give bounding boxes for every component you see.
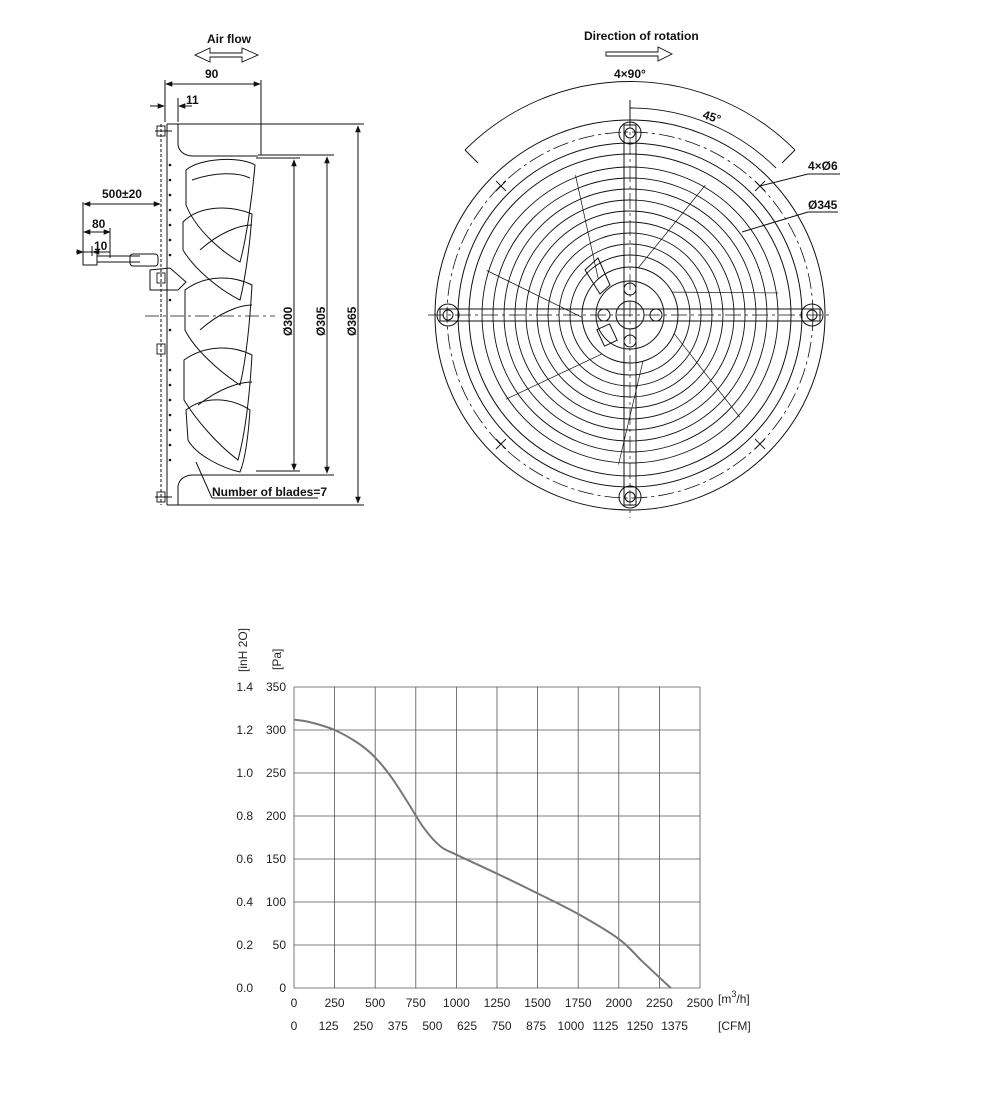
y-tick-pa: 50 xyxy=(272,938,286,952)
x-tick-cfm: 875 xyxy=(526,1019,547,1033)
unit-part: /h] xyxy=(736,992,750,1006)
dim-80: 80 xyxy=(92,217,106,231)
x-tick-cfm: 500 xyxy=(422,1019,443,1033)
x-unit-m3h xyxy=(718,989,750,1006)
y-tick-pa: 250 xyxy=(265,766,286,780)
y-tick-inh2o: 0.2 xyxy=(236,938,253,952)
y-tick-inh2o: 1.0 xyxy=(236,766,253,780)
x-tick-m3h: 750 xyxy=(405,996,426,1010)
y-tick-inh2o: 0.0 xyxy=(236,981,253,995)
x-tick-cfm: 0 xyxy=(290,1019,298,1033)
y-tick-pa: 350 xyxy=(265,680,286,694)
x-tick-cfm: 125 xyxy=(318,1019,339,1033)
y-tick-pa: 300 xyxy=(265,723,286,737)
dia-365: Ø365 xyxy=(345,306,359,336)
performance-curve xyxy=(294,720,671,988)
y-tick-pa: 0 xyxy=(279,981,286,995)
blade-edge xyxy=(487,270,582,317)
unit-part: [m xyxy=(718,992,732,1006)
angle-4x90: 4×90° xyxy=(614,67,646,81)
x-tick-cfm: 1250 xyxy=(626,1019,654,1033)
rotation-label: Direction of rotation xyxy=(584,29,699,43)
dia-300: Ø300 xyxy=(281,306,295,336)
holes-label: 4×Ø6 xyxy=(808,159,838,173)
y-unit-inh2o: [inH 2O] xyxy=(236,627,250,672)
rotation-arrow-icon xyxy=(606,47,672,61)
dim-10: 10 xyxy=(94,239,108,253)
unit-sup: 3 xyxy=(731,989,737,999)
blades-label: Number of blades=7 xyxy=(212,485,328,499)
x-tick-m3h: 2500 xyxy=(686,996,714,1010)
y-tick-labels xyxy=(236,680,286,995)
x-tick-labels xyxy=(291,996,714,1033)
front-view xyxy=(428,29,840,518)
blade-edge xyxy=(575,175,598,279)
x-tick-m3h: 1500 xyxy=(524,996,551,1010)
airflow-arrow-icon xyxy=(195,48,258,62)
x-tick-m3h: 250 xyxy=(324,996,345,1010)
y-tick-inh2o: 1.4 xyxy=(236,680,253,694)
angle-45: 45° xyxy=(701,107,723,127)
x-unit-cfm: [CFM] xyxy=(718,1019,751,1033)
y-tick-inh2o: 0.6 xyxy=(236,852,253,866)
x-tick-cfm: 1375 xyxy=(661,1019,688,1033)
x-tick-cfm: 625 xyxy=(456,1019,478,1033)
x-tick-cfm: 1125 xyxy=(592,1019,619,1033)
x-tick-m3h: 1750 xyxy=(564,996,592,1010)
dia-305: Ø305 xyxy=(314,306,328,336)
x-tick-cfm: 250 xyxy=(353,1019,374,1033)
dim-flange: 11 xyxy=(186,93,199,107)
x-tick-cfm: 375 xyxy=(387,1019,408,1033)
blade-edge xyxy=(638,185,705,267)
y-tick-inh2o: 1.2 xyxy=(236,723,253,737)
y-tick-inh2o: 0.8 xyxy=(236,809,253,823)
x-tick-m3h: 500 xyxy=(365,996,386,1010)
x-tick-m3h: 0 xyxy=(290,996,298,1010)
fan-blades xyxy=(183,159,255,472)
x-tick-m3h: 2000 xyxy=(605,996,633,1010)
dim-cable: 500±20 xyxy=(102,187,142,201)
y-tick-pa: 100 xyxy=(265,895,286,909)
blade-edge xyxy=(672,292,778,293)
y-tick-pa: 200 xyxy=(265,809,286,823)
performance-chart xyxy=(236,628,751,1033)
x-tick-m3h: 1250 xyxy=(483,996,511,1010)
x-tick-m3h: 2250 xyxy=(646,996,673,1010)
x-tick-cfm: 1000 xyxy=(557,1019,585,1033)
blade-edge xyxy=(674,334,740,418)
side-view xyxy=(76,32,364,505)
blade-edge xyxy=(618,361,642,464)
series-line xyxy=(294,720,671,988)
y-unit-pa: [Pa] xyxy=(270,648,284,670)
x-tick-m3h: 1000 xyxy=(443,996,470,1010)
y-tick-pa: 150 xyxy=(265,852,286,866)
dia-345: Ø345 xyxy=(808,198,838,212)
chart-grid xyxy=(294,687,700,988)
airflow-label: Air flow xyxy=(207,32,251,46)
y-tick-inh2o: 0.4 xyxy=(236,895,253,909)
dim-depth: 90 xyxy=(205,67,219,81)
x-tick-cfm: 750 xyxy=(491,1019,512,1033)
grille-spokes xyxy=(487,175,779,464)
